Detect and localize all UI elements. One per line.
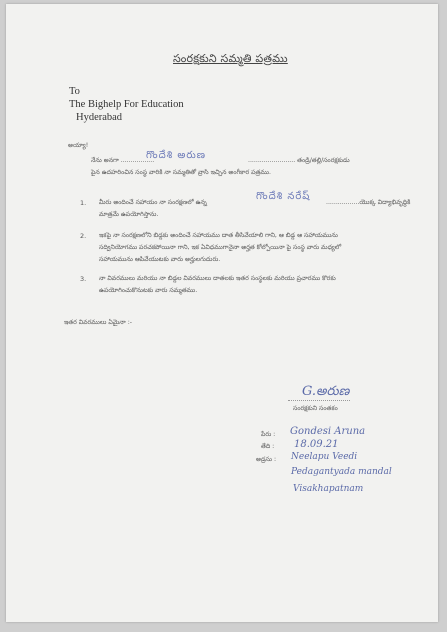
address-to: To [69, 86, 80, 97]
signature-line [288, 400, 350, 401]
intro-suffix: ........................ తండ్రి/తల్లి/సంరక్షకుడు [248, 157, 350, 164]
address-org: The Bighelp For Education [69, 99, 184, 110]
point-1-line2: మాత్రమే ఉపయోగిస్తాను. [99, 211, 159, 218]
point-1-suffix: .................యొక్క విద్యాభివృద్ధికి [326, 199, 411, 206]
point-3-line1: నా వివరములు మరియు నా బిడ్డల వివరములు దాతలకు ఇతర సంస్థలకు మరియు ప్రచారము కొరకు [99, 275, 336, 282]
name-value: Gondesi Aruna [290, 426, 366, 437]
other-details-label: ఇతర వివరములు ఏమైనా :- [64, 319, 133, 326]
point-1-prefix: మీరు అందించే సహాయం నా సంరక్షణలో ఉన్న [99, 199, 207, 206]
name-label: పేరు : [261, 431, 276, 438]
date-label: తేది : [261, 443, 275, 450]
date-value: 18.09.21 [294, 439, 339, 450]
point-3-number: 3. [80, 275, 87, 283]
address-line-1: Neelapu Veedi [291, 452, 358, 462]
salutation: అయ్యా! [68, 142, 89, 149]
point-2-number: 2. [80, 232, 87, 240]
consent-letter-sheet [6, 4, 438, 622]
child-name-handwritten: గొందేశి నరేష్ [256, 191, 311, 202]
guardian-signature: G.అరుణ [302, 384, 350, 399]
point-2-line2: సద్వినియోగము పరచకపోయినా గాని, ఇక ఏవిధముగానైనా అర్హత కోల్పోయినా పై సంస్థ వారు మధ్యలో [99, 244, 342, 251]
point-3-line2: ఉపయోగించుకొనుటకు వారు సమ్మతము. [99, 287, 198, 294]
address-city: Hyderabad [76, 112, 123, 123]
point-1-number: 1. [80, 199, 87, 207]
address-line-2: Pedagantyada mandal [291, 467, 392, 477]
address-label: అడ్రసు : [256, 456, 277, 463]
intro-prefix: నేను అనగా ................. [91, 157, 155, 164]
point-2-line1: ఇకపై నా సంరక్షణలోని బిడ్డకు అందించే సహాయము దాత తీసివేయాలి గాని, ఆ బిడ్డ ఆ సహాయమును [99, 232, 338, 239]
address-line-3: Visakhapatnam [293, 484, 364, 494]
guardian-name-handwritten: గొందేశి అరుణ [146, 150, 206, 161]
intro-line2: పైన ఉదహరించిన సంస్థ వారికి నా సమ్మతితో వ్రాసి ఇచ్చిన అంగీకార పత్రము. [91, 169, 271, 176]
point-2-line3: సహాయమును ఆపివేయుటకు వారు అర్హులగుదురు. [99, 256, 221, 263]
document-title: సంరక్షకుని సమ్మతి పత్రము [173, 52, 288, 65]
signature-label: సంరక్షకుని సంతకం [293, 405, 338, 412]
